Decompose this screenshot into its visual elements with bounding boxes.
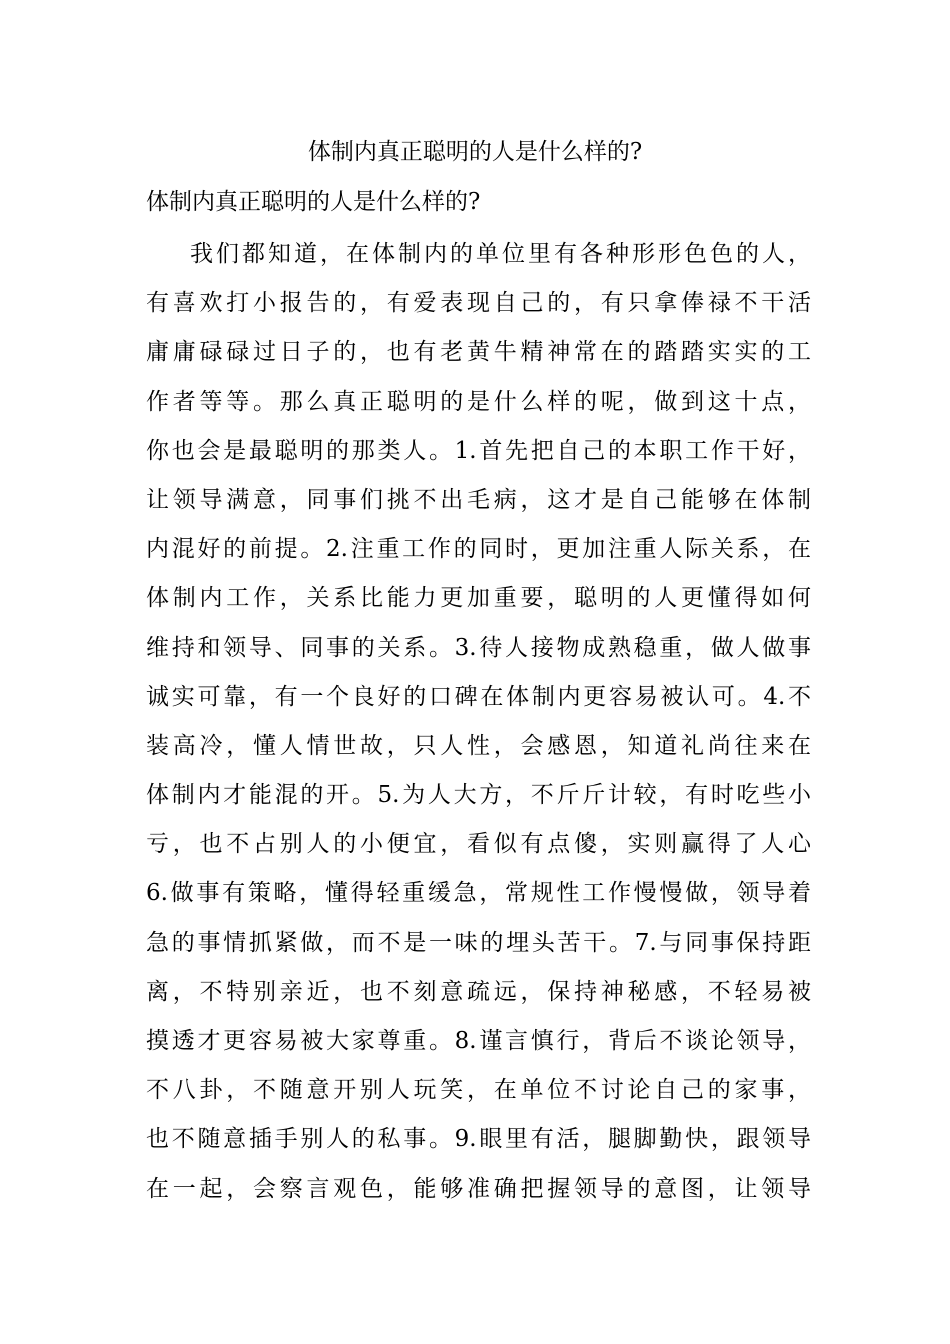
body-line: 让领导满意，同事们挑不出毛病，这才是自己能够在体制 — [146, 486, 811, 513]
document-title: 体制内真正聪明的人是什么样的? — [307, 139, 643, 165]
body-line: 在一起，会察言观色，能够准确把握领导的意图，让领导 — [146, 1175, 811, 1202]
body-line: 内混好的前提。2.注重工作的同时，更加注重人际关系，在 — [146, 536, 811, 563]
body-line: 也不随意插手别人的私事。9.眼里有活，腿脚勤快，跟领导 — [146, 1126, 811, 1153]
body-line: 亏，也不占别人的小便宜，看似有点傻，实则赢得了人心 — [146, 831, 811, 858]
document-subtitle: 体制内真正聪明的人是什么样的? — [146, 189, 481, 215]
body-line: 6.做事有策略，懂得轻重缓急，常规性工作慢慢做，领导着 — [146, 880, 811, 907]
body-line: 不八卦，不随意开别人玩笑，在单位不讨论自己的家事， — [146, 1077, 811, 1104]
body-line: 你也会是最聪明的那类人。1.首先把自己的本职工作干好， — [146, 437, 811, 464]
body-line: 诚实可靠，有一个良好的口碑在体制内更容易被认可。4.不 — [146, 683, 811, 710]
body-line: 离，不特别亲近，也不刻意疏远，保持神秘感，不轻易被 — [146, 978, 811, 1005]
body-line: 急的事情抓紧做，而不是一味的埋头苦干。7.与同事保持距 — [146, 929, 811, 956]
body-line: 体制内才能混的开。5.为人大方，不斤斤计较，有时吃些小 — [146, 782, 811, 809]
body-line: 作者等等。那么真正聪明的是什么样的呢，做到这十点， — [146, 388, 811, 415]
body-line: 体制内工作，关系比能力更加重要，聪明的人更懂得如何 — [146, 585, 811, 612]
body-line: 有喜欢打小报告的，有爱表现自己的，有只拿俸禄不干活 — [146, 290, 811, 317]
body-line: 庸庸碌碌过日子的，也有老黄牛精神常在的踏踏实实的工 — [146, 339, 811, 366]
body-line: 维持和领导、同事的关系。3.待人接物成熟稳重，做人做事 — [146, 634, 811, 661]
document-body — [146, 230, 811, 1214]
body-line: 摸透才更容易被大家尊重。8.谨言慎行，背后不谈论领导， — [146, 1028, 811, 1054]
body-line: 装高冷，懂人情世故，只人性，会感恩，知道礼尚往来在 — [146, 732, 811, 759]
body-line: 我们都知道，在体制内的单位里有各种形形色色的人， — [190, 241, 811, 267]
